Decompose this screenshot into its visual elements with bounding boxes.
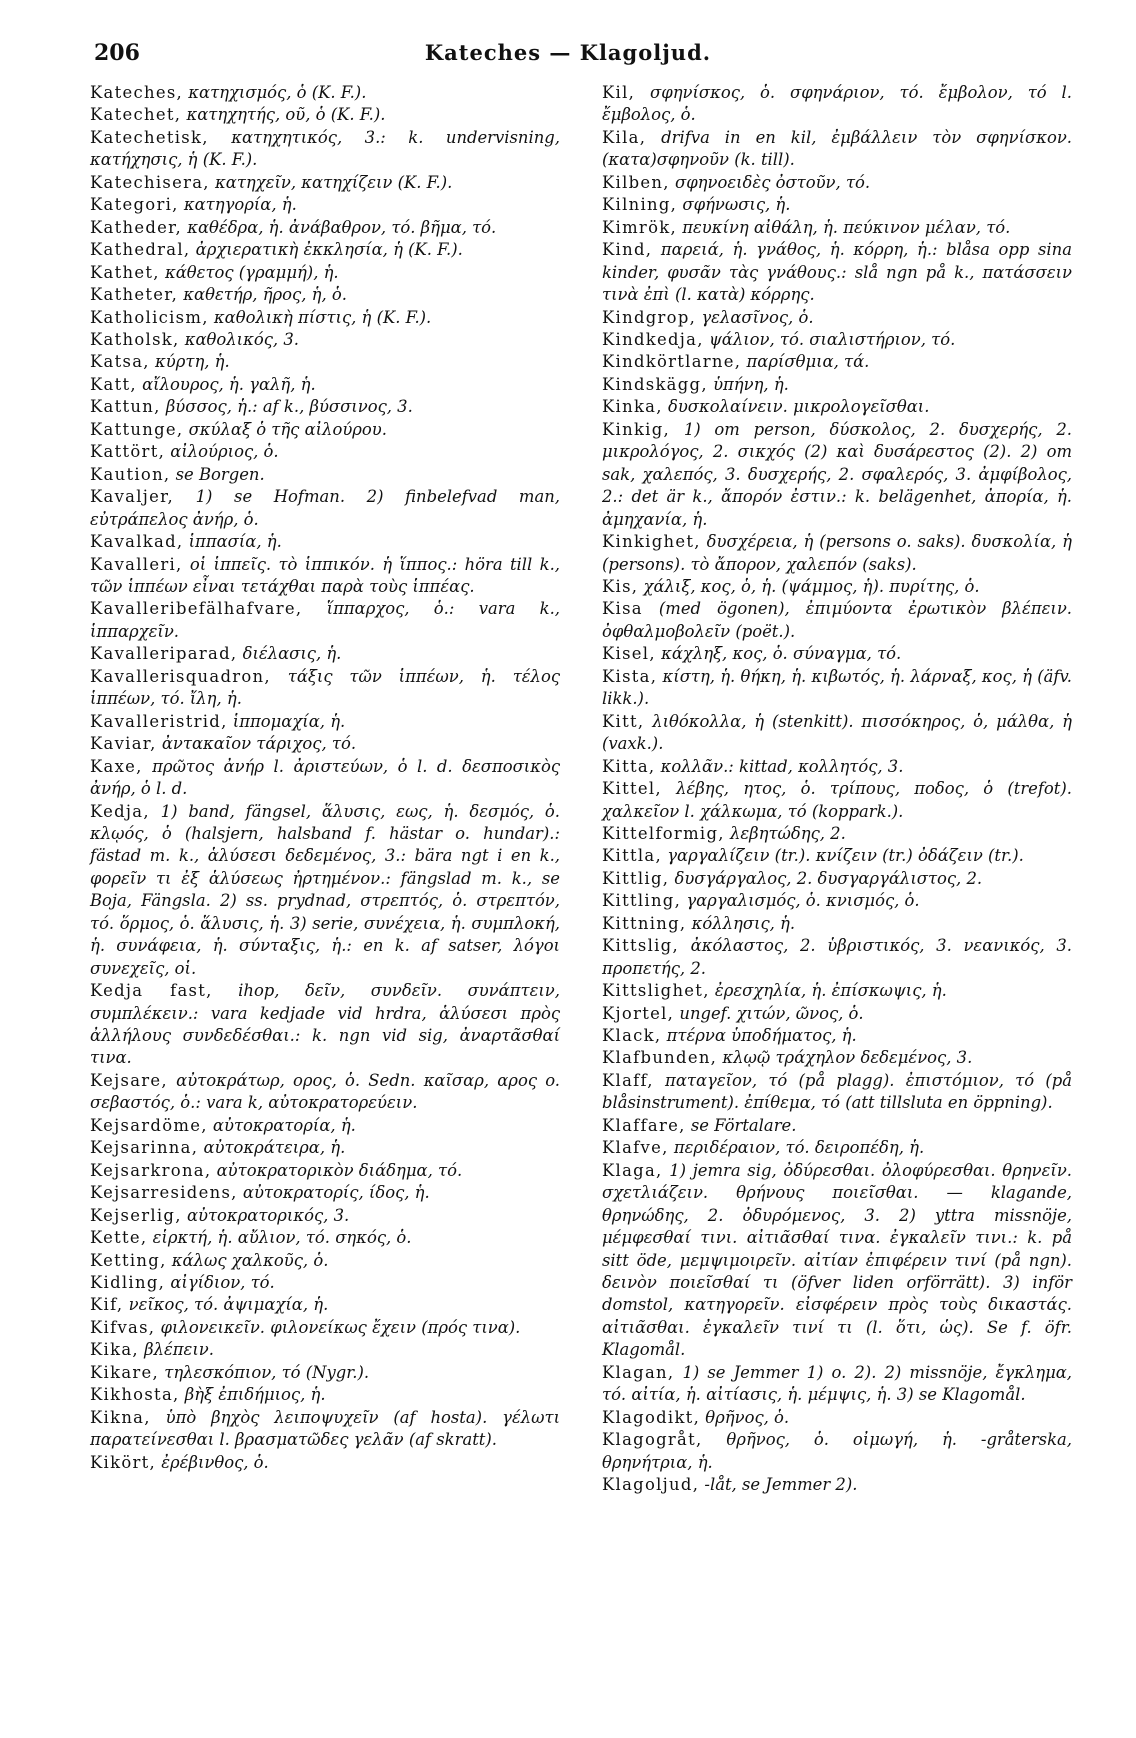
entry-definition: κάθετος (γραμμή), ἡ. [159, 262, 339, 282]
dictionary-entry [90, 441, 560, 463]
dictionary-entry [602, 666, 1072, 711]
entry-definition: 1) band, fängsel, ἅλυσις, εως, ἡ. δεσμός, ὁ. κλῳός, ὁ (halsjern, halsband f. hästar o. hundar).: fästad m. k., ἁλύσεσι δεδεμένος, 3.: bära ngt i en k., φορεῖν τι ἐξ ἁλύσεως ἠρτημένον.: fängslad m. k., se Boja, Fängsla. 2) ss. prydnad, στρεπτός, ὁ. στρεπτόν, τό. ὅρμος, ὁ. ἅλυσις, ἡ. 3) serie, συνέχεια, ἡ. συμπλοκή, ἡ. συνάφεια, ἡ. σύνταξις, ἡ.: en k. af satser, λόγοι συνεχεῖς, οἱ. [90, 801, 560, 978]
entry-definition: κίστη, ἡ. θήκη, ἡ. κιβωτός, ἡ. λάρναξ, κος, ἡ (äfv. likk.). [602, 666, 1072, 709]
dictionary-entry [602, 598, 1072, 643]
entry-definition: γαργαλισμός, ὁ. κνισμός, ὁ. [681, 891, 920, 911]
dictionary-entry [602, 1474, 1072, 1496]
entry-definition: drifva in en kil, ἐμβάλλειν τὸν σφηνίσκον. (κατα)σφηνοῦν (k. till). [602, 127, 1072, 170]
entry-definition: σκύλαξ ὁ τῆς αἰλούρου. [183, 419, 387, 439]
entry-definition: λεβητώδης, 2. [724, 823, 846, 843]
page-number: 206 [94, 40, 140, 66]
entry-definition: αἴλουρος, ἡ. γαλῆ, ἡ. [136, 374, 316, 394]
dictionary-entry [602, 1407, 1072, 1429]
entry-definition: πτέρνα ὑποδήματος, ἡ. [661, 1026, 857, 1046]
dictionary-entry [90, 486, 560, 531]
entry-definition: βύσσος, ἡ.: af k., βύσσινος, 3. [160, 397, 413, 417]
entry-headword: Klagogråt, [602, 1430, 703, 1450]
left-column [90, 82, 560, 1474]
entry-definition: αἰλούριος, ὁ. [165, 442, 279, 462]
entry-definition: ὑπὸ βηχὸς λειποψυχεῖν (af hosta). γέλωτι παρατείνεσθαι l. βρασματῶδες γελᾶν (af skratt). [90, 1407, 560, 1450]
entry-headword: Kilben, [602, 172, 670, 192]
entry-definition: περιδέραιον, τό. δειροπέδη, ἡ. [668, 1138, 925, 1158]
entry-definition: αὐτοκρατορίς, ίδος, ἡ. [237, 1183, 430, 1203]
entry-definition: ἀρχιερατικὴ ἐκκλησία, ἡ (K. F.). [190, 240, 463, 260]
entry-headword: Kathedral, [90, 240, 191, 260]
dictionary-entry [90, 1137, 560, 1159]
entry-headword: Katholicism, [90, 307, 209, 327]
dictionary-entry [90, 1070, 560, 1115]
dictionary-entry [90, 464, 560, 486]
dictionary-entry [602, 845, 1072, 867]
entry-definition: κατηγορία, ἡ. [178, 195, 297, 215]
dictionary-entry [90, 1160, 560, 1182]
entry-headword: Kitt, [602, 711, 645, 731]
dictionary-entry [602, 1362, 1072, 1407]
entry-headword: Klaga, [602, 1160, 663, 1180]
dictionary-entry [602, 643, 1072, 665]
entry-headword: Kavalleribefälhafvare, [90, 599, 303, 619]
entry-definition: ἐρεσχηλία, ἡ. ἐπίσκωψις, ἡ. [709, 981, 947, 1001]
entry-headword: Kejsarinna, [90, 1138, 199, 1158]
entry-headword: Kindskägg, [602, 374, 708, 394]
entry-headword: Kidling, [90, 1273, 166, 1293]
entry-headword: Kavalkad, [90, 532, 184, 552]
dictionary-entry [602, 1137, 1072, 1159]
entry-definition: κατηχητικός, 3.: k. undervisning, κατήχησις, ἡ (K. F.). [90, 127, 560, 170]
entry-headword: Kategori, [90, 195, 179, 215]
dictionary-entry [90, 172, 560, 194]
entry-headword: Ketting, [90, 1250, 167, 1270]
entry-headword: Kejserlig, [90, 1205, 182, 1225]
dictionary-entry [90, 127, 560, 172]
dictionary-entry [602, 890, 1072, 912]
entry-definition: παταγεῖον, τό (på plagg). ἐπιστόμιον, τό (på blåsinstrument). ἐπίθεμα, τό (att tillsluta en öppning). [602, 1070, 1072, 1113]
entry-headword: Kjortel, [602, 1003, 675, 1023]
dictionary-entry [602, 823, 1072, 845]
entry-definition: ἱππασία, ἡ. [183, 532, 282, 552]
dictionary-entry [602, 913, 1072, 935]
entry-headword: Kaution, [90, 464, 171, 484]
entry-definition: κύρτη, ἡ. [149, 352, 230, 372]
dictionary-entry [90, 1272, 560, 1294]
entry-headword: Kavaljer, [90, 487, 175, 507]
page-header [70, 40, 1066, 70]
entry-headword: Kattun, [90, 397, 161, 417]
entry-headword: Kilning, [602, 195, 678, 215]
entry-definition: ungef. χιτών, ῶνος, ὁ. [674, 1003, 864, 1023]
entry-definition: δυσγάργαλος, 2. δυσγαργάλιστος, 2. [669, 868, 983, 888]
dictionary-entry [90, 194, 560, 216]
entry-headword: Kisa [602, 599, 643, 619]
entry-headword: Klafve, [602, 1138, 669, 1158]
entry-headword: Katheder, [90, 217, 182, 237]
entry-headword: Kind, [602, 240, 653, 260]
dictionary-entry [90, 643, 560, 665]
entry-definition: ἱππομαχία, ἡ. [227, 711, 346, 731]
entry-definition: καθετήρ, ῆρος, ἡ, ὁ. [178, 285, 347, 305]
entry-headword: Kila, [602, 127, 647, 147]
entry-headword: Kis, [602, 576, 639, 596]
entry-headword: Katsa, [90, 352, 150, 372]
entry-definition: σφηνίσκος, ὁ. σφηνάριον, τό. ἔμβολον, τό l. ἔμβολος, ὁ. [602, 83, 1072, 125]
entry-headword: Katechisera, [90, 172, 210, 192]
entry-headword: Kattört, [90, 442, 166, 462]
dictionary-entry [90, 1227, 560, 1249]
dictionary-entry [602, 307, 1072, 329]
entry-headword: Klaff, [602, 1070, 654, 1090]
entry-definition: κατηχεῖν, κατηχίζειν (K. F.). [209, 172, 453, 192]
entry-definition: διέλασις, ἡ. [237, 644, 342, 664]
entry-headword: Kikna, [90, 1407, 151, 1427]
dictionary-entry [602, 194, 1072, 216]
dictionary-entry [602, 756, 1072, 778]
entry-definition: εἱρκτή, ἡ. αὔλιον, τό. σηκός, ὁ. [147, 1228, 412, 1248]
entry-definition: κατηχισμός, ὁ (K. F.). [183, 83, 367, 102]
dictionary-entry [90, 396, 560, 418]
dictionary-entry [602, 217, 1072, 239]
dictionary-entry [602, 351, 1072, 373]
entry-definition: 1) om person, δύσκολος, 2. δυσχερής, 2. μικρολόγος, 2. σικχός (2) καὶ δυσάρεστος (2). 2) om sak, χαλεπός, 3. δυσχερής, 2. σφαλερός, 3. ἀμφίβολος, 2.: det är k., ἄπορόν ἐστιν.: k. belägenhet, ἀπορία, ἡ. ἀμηχανία, ἡ. [602, 419, 1072, 529]
dictionary-entry [90, 1407, 560, 1452]
entry-headword: Kil, [602, 83, 636, 102]
entry-headword: Klack, [602, 1026, 662, 1046]
entry-headword: Kavalleri, [90, 554, 183, 574]
entry-definition: παρίσθμια, τά. [741, 352, 870, 372]
entry-definition: σφηνοειδὲς ὀστοῦν, τό. [669, 172, 871, 192]
entry-headword: Kitta, [602, 756, 656, 776]
dictionary-entry [90, 1250, 560, 1272]
entry-definition: βὴξ ἐπιδήμιος, ἡ. [179, 1385, 326, 1405]
entry-headword: Kedja fast, [90, 981, 213, 1001]
entry-definition: τηλεσκόπιον, τό (Nygr.). [159, 1362, 370, 1382]
dictionary-entry [90, 1452, 560, 1474]
entry-definition: se Förtalare. [685, 1115, 797, 1135]
entry-headword: Kedja, [90, 801, 150, 821]
dictionary-entry [602, 980, 1072, 1002]
entry-headword: Katholsk, [90, 329, 180, 349]
entry-headword: Klafbunden, [602, 1048, 718, 1068]
dictionary-entry [90, 329, 560, 351]
entry-definition: se Borgen. [170, 464, 265, 484]
entry-definition: αὐτοκρατορικός, 3. [181, 1205, 350, 1225]
entry-headword: Kindkörtlarne, [602, 352, 742, 372]
entry-definition: 1) se Jemmer 1) o. 2). 2) missnöje, ἔγκλημα, τό. αἰτία, ἡ. αἰτίασις, ἡ. μέμψις, ἡ. 3) se Klagomål. [602, 1362, 1072, 1405]
entry-definition: ἵππαρχος, ὁ.: vara k., ἱππαρχεῖν. [90, 599, 560, 641]
right-column [602, 82, 1072, 1497]
entry-definition: καθολικὴ πίστις, ἡ (K. F.). [208, 307, 432, 327]
entry-headword: Klagan, [602, 1362, 675, 1382]
entry-headword: Kindgrop, [602, 307, 697, 327]
dictionary-entry [90, 217, 560, 239]
entry-headword: Kittning, [602, 913, 687, 933]
entry-definition: κολλᾶν.: kittad, κολλητός, 3. [655, 756, 904, 776]
entry-definition: ἀκόλαστος, 2. ὑβριστικός, 3. νεανικός, 3. προπετής, 2. [602, 936, 1072, 978]
dictionary-entry [90, 374, 560, 396]
dictionary-entry [602, 1003, 1072, 1025]
dictionary-entry [90, 1384, 560, 1406]
entry-headword: Kittslighet, [602, 981, 710, 1001]
dictionary-entry [90, 1362, 560, 1384]
entry-definition: καθολικός, 3. [179, 329, 299, 349]
entry-headword: Kejsare, [90, 1070, 168, 1090]
entry-definition: αἰγίδιον, τό. [165, 1273, 275, 1293]
dictionary-entry [90, 531, 560, 553]
dictionary-entry [90, 1317, 560, 1339]
entry-definition: δυσκολαίνειν. μικρολογεῖσθαι. [662, 397, 930, 417]
dictionary-entry [602, 711, 1072, 756]
dictionary-entry [602, 1047, 1072, 1069]
entry-definition: λέβης, ητος, ὁ. τρίπους, ποδος, ὁ (trefot). χαλκεῖον l. χάλκωμα, τό (koppark.). [602, 779, 1072, 821]
entry-definition: χάλιξ, κος, ὁ, ἡ. (ψάμμος, ἡ). πυρίτης, ὁ. [638, 576, 980, 596]
entry-definition: ψάλιον, τό. σιαλιστήριον, τό. [703, 329, 956, 349]
dictionary-entry [90, 733, 560, 755]
entry-headword: Klagodikt, [602, 1407, 701, 1427]
entry-definition: καθέδρα, ἡ. ἀνάβαθρον, τό. βῆμα, τό. [182, 217, 497, 237]
dictionary-entry [90, 554, 560, 599]
entry-headword: Kisel, [602, 644, 656, 664]
entry-definition: ὑπήνη, ἡ. [707, 374, 789, 394]
entry-headword: Kejsarresidens, [90, 1183, 238, 1203]
dictionary-entry [602, 935, 1072, 980]
entry-headword: Kejsarkrona, [90, 1160, 212, 1180]
entry-headword: Kittling, [602, 891, 682, 911]
entry-headword: Kittla, [602, 846, 662, 866]
entry-headword: Kindkedja, [602, 329, 704, 349]
entry-definition: αὐτοκρατορία, ἡ. [207, 1115, 356, 1135]
entry-definition: κάλως χαλκοῦς, ὁ. [166, 1250, 329, 1270]
dictionary-entry [602, 1115, 1072, 1137]
entry-headword: Kif, [90, 1295, 124, 1315]
entry-headword: Kittlig, [602, 868, 670, 888]
entry-headword: Katechetisk, [90, 127, 209, 147]
entry-definition: -låt, se Jemmer 2). [699, 1475, 858, 1495]
entry-definition: πρῶτος ἀνήρ l. ἀριστεύων, ὁ l. d. δεσποσικὸς ἀνήρ, ὁ l. d. [90, 756, 560, 799]
entry-headword: Katt, [90, 374, 137, 394]
entry-headword: Kateches, [90, 83, 184, 102]
entry-definition: ihop, δεῖν, συνδεῖν. συνάπτειν, συμπλέκειν.: vara kedjade vid hrdra, ἁλύσεσι πρὸς ἀλλήλους συνδεδέσθαι.: k. ngn vid sig, ἀναρτᾶσθαί τινα. [90, 981, 560, 1068]
entry-definition: νεῖκος, τό. ἀψιμαχία, ἡ. [123, 1295, 329, 1315]
entry-headword: Kista, [602, 666, 658, 686]
dictionary-entry [602, 576, 1072, 598]
dictionary-entry [90, 1115, 560, 1137]
entry-headword: Kavallerisquadron, [90, 666, 271, 686]
dictionary-entry [602, 82, 1072, 127]
dictionary-entry [602, 1160, 1072, 1362]
entry-headword: Kathet, [90, 262, 160, 282]
entry-definition: πευκίνη αἰθάλη, ἡ. πεύκινον μέλαν, τό. [676, 217, 1011, 237]
entry-definition: (med ögonen), ἐπιμύοντα ἐρωτικὸν βλέπειν. ὀφθαλμοβολεῖν (poët.). [602, 599, 1072, 641]
entry-definition: κόλλησις, ἡ. [686, 913, 796, 933]
dictionary-entry [602, 239, 1072, 306]
entry-definition: τάξις τῶν ἱππέων, ἡ. τέλος ἱππέων, τό. ἴλη, ἡ. [90, 666, 560, 709]
entry-headword: Katheter, [90, 285, 179, 305]
entry-definition: κατηχητής, οῦ, ὁ (K. F.). [181, 105, 386, 125]
entry-headword: Kittel, [602, 779, 662, 799]
dictionary-entry [602, 396, 1072, 418]
entry-definition: οἱ ἱππεῖς. τὸ ἱππικόν. ἡ ἵππος.: höra till k., τῶν ἱππέων εἶναι τετάχθαι παρὰ τοὺς ἱππέας. [90, 554, 560, 596]
dictionary-entry [602, 1070, 1072, 1115]
entry-headword: Kejsardöme, [90, 1115, 208, 1135]
entry-headword: Kaviar, [90, 734, 157, 754]
dictionary-entry [90, 419, 560, 441]
dictionary-entry [90, 1294, 560, 1316]
entry-definition: θρῆνος, ὁ. [700, 1407, 790, 1427]
entry-headword: Kika, [90, 1340, 139, 1360]
entry-definition: δυσχέρεια, ἡ (persons o. saks). δυσκολία, ἡ (persons). τὸ ἄπορον, χαλεπόν (saks). [602, 532, 1072, 574]
entry-headword: Kaxe, [90, 756, 143, 776]
entry-headword: Klagoljud, [602, 1475, 700, 1495]
entry-headword: Kittelformig, [602, 823, 725, 843]
entry-definition: αὐτοκράτωρ, ορος, ὁ. Sedn. καῖσαρ, αρος o. σεβαστός, ὁ.: vara k, αὐτοκρατορεύειν. [90, 1070, 560, 1113]
entry-headword: Kinkighet, [602, 532, 701, 552]
entry-definition: ἐρέβινθος, ὁ. [156, 1452, 269, 1472]
entry-definition: κλῳῷ τράχηλον δεδεμένος, 3. [717, 1048, 973, 1068]
dictionary-entry [602, 329, 1072, 351]
dictionary-entry [90, 104, 560, 126]
dictionary-entry [90, 1182, 560, 1204]
dictionary-entry [90, 598, 560, 643]
dictionary-entry [602, 127, 1072, 172]
entry-definition: φιλονεικεῖν. φιλονείκως ἔχειν (πρός τινα). [155, 1317, 521, 1337]
entry-definition: αὐτοκρατορικὸν διάδημα, τό. [211, 1160, 463, 1180]
dictionary-entry [90, 284, 560, 306]
entry-headword: Kimrök, [602, 217, 677, 237]
entry-definition: γελασῖνος, ὁ. [696, 307, 814, 327]
dictionary-entry [602, 778, 1072, 823]
entry-headword: Kittslig, [602, 936, 679, 956]
dictionary-entry [602, 531, 1072, 576]
dictionary-entry [90, 82, 560, 104]
entry-headword: Kifvas, [90, 1317, 156, 1337]
entry-definition: 1) se Hofman. 2) finbelefvad man, εὐτράπελος ἀνήρ, ὁ. [90, 487, 560, 529]
entry-headword: Kavalleriparad, [90, 644, 238, 664]
dictionary-entry [602, 1025, 1072, 1047]
dictionary-entry [90, 1205, 560, 1227]
dictionary-entry [602, 419, 1072, 531]
dictionary-entry [90, 756, 560, 801]
dictionary-entry [90, 711, 560, 733]
entry-headword: Kinka, [602, 397, 663, 417]
entry-definition: γαργαλίζειν (tr.). κνίζειν (tr.) ὀδάζειν (tr.). [662, 846, 1024, 866]
entry-headword: Kikhosta, [90, 1385, 180, 1405]
dictionary-entry [602, 374, 1072, 396]
entry-definition: σφήνωσις, ἡ. [677, 195, 791, 215]
dictionary-entry [90, 1339, 560, 1361]
dictionary-entry [90, 801, 560, 981]
entry-definition: θρῆνος, ὁ. οἰμωγή, ἡ. -gråterska, θρηνήτρια, ἡ. [602, 1430, 1072, 1472]
entry-headword: Katechet, [90, 105, 182, 125]
dictionary-entry [90, 351, 560, 373]
entry-definition: αὐτοκράτειρα, ἡ. [198, 1138, 346, 1158]
page-title: Kateches — Klagoljud. [424, 40, 712, 65]
entry-definition: ἀντακαῖον τάριχος, τό. [156, 734, 357, 754]
entry-headword: Kikört, [90, 1452, 157, 1472]
dictionary-entry [602, 172, 1072, 194]
entry-headword: Klaffare, [602, 1115, 686, 1135]
dictionary-entry [90, 307, 560, 329]
entry-definition: παρειά, ἡ. γνάθος, ἡ. κόρρη, ἡ.: blåsa opp sina kinder, φυσᾶν τὰς γνάθους.: slå ngn på k., πατάσσειν τινὰ ἐπὶ (l. κατὰ) κόρρης. [602, 240, 1072, 305]
entry-definition: λιθόκολλα, ἡ (stenkitt). πισσόκηρος, ὁ, μάλθα, ἡ (vaxk.). [602, 711, 1072, 754]
entry-headword: Kinkig, [602, 419, 671, 439]
entry-headword: Kattunge, [90, 419, 184, 439]
dictionary-entry [602, 1429, 1072, 1474]
entry-headword: Kette, [90, 1228, 148, 1248]
dictionary-entry [90, 666, 560, 711]
entry-headword: Kikare, [90, 1362, 160, 1382]
dictionary-entry [602, 868, 1072, 890]
dictionary-entry [90, 239, 560, 261]
entry-headword: Kavalleristrid, [90, 711, 228, 731]
dictionary-entry [90, 980, 560, 1070]
dictionary-entry [90, 262, 560, 284]
entry-definition: κάχληξ, κος, ὁ. σύναγμα, τό. [655, 644, 902, 664]
entry-definition: 1) jemra sig, ὀδύρεσθαι. ὀλοφύρεσθαι. θρηνεῖν. σχετλιάζειν. θρήνους ποιεῖσθαι. — klagande, θρηνώδης, 2. ὀδυρόμενος, 3. 2) yttra missnöje, μέμφεσθαί τινι. αἰτιᾶσθαί τινα. ἐγκαλεῖν τινι.: k. på sitt öde, μεμψιμοιρεῖν. αἰτίαν ἐπιφέρειν τινί (på ngn). δεινὸν ποιεῖσθαί τι (öfver liden orförrätt). 3) inför domstol, κατηγορεῖν. εἰσφέρειν πρὸς τοὺς δικαστάς. αἰτιᾶσθαι. ἐγκαλεῖν τινί τι (l. ὅτι, ὡς). Se f. öfr. Klagomål. [602, 1160, 1072, 1360]
entry-definition: βλέπειν. [138, 1340, 214, 1360]
